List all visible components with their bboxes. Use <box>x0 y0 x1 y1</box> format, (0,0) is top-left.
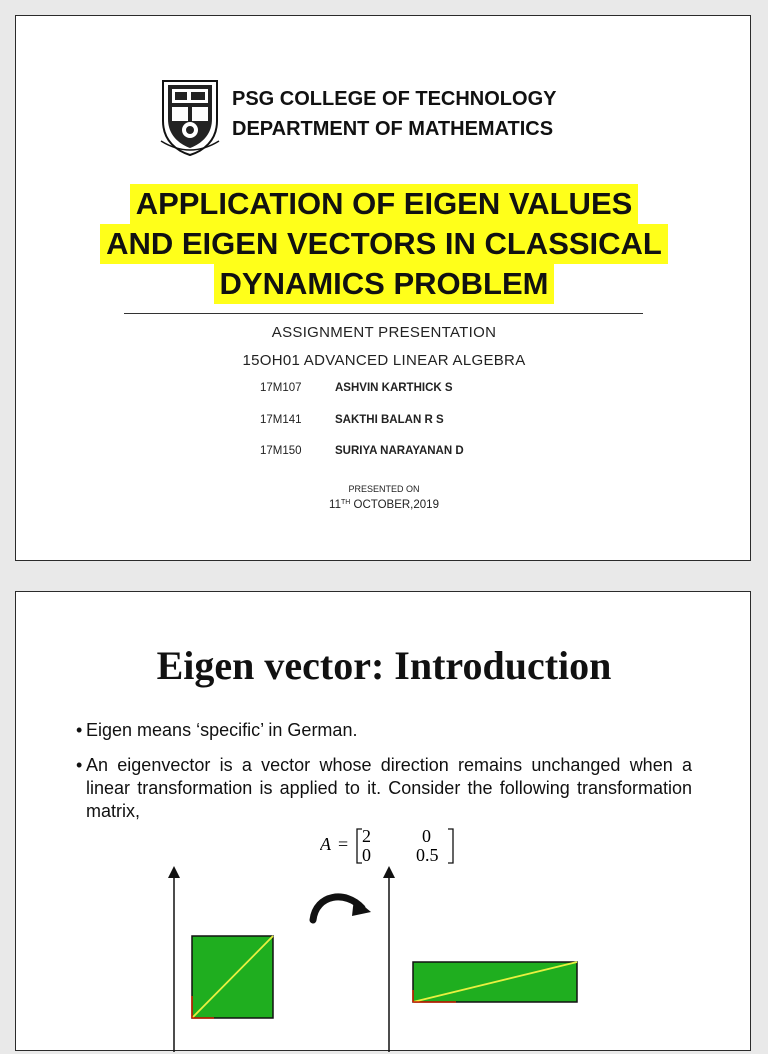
department-name: DEPARTMENT OF MATHEMATICS <box>232 118 554 140</box>
bullet-point <box>76 719 692 742</box>
college-name: PSG COLLEGE OF TECHNOLOGY <box>232 88 557 110</box>
member-name: ASHVIN KARTHICK S <box>335 382 453 394</box>
title-slide <box>15 15 751 561</box>
presentation-date <box>16 499 752 511</box>
bullet-text: Eigen means ‘specific’ in German. <box>86 720 358 740</box>
matrix-cell: 0.5 <box>416 845 439 865</box>
matrix-equals: = <box>338 834 349 854</box>
member-roll: 17M107 <box>260 382 302 394</box>
matrix-cell: 0 <box>362 845 371 865</box>
date-rest: OCTOBER,2019 <box>350 499 439 511</box>
member-roll: 17M150 <box>260 445 302 457</box>
slide-title: Eigen vector: Introduction <box>156 643 612 688</box>
member-roll: 17M141 <box>260 414 302 426</box>
presentation-title <box>16 184 752 304</box>
date-suffix: TH <box>340 499 351 506</box>
college-logo-icon <box>159 79 221 157</box>
title-line-2: AND EIGEN VECTORS IN CLASSICAL <box>100 224 668 264</box>
bullet-point <box>76 754 692 823</box>
title-line-3: DYNAMICS PROBLEM <box>214 264 555 304</box>
matrix-cell: 0 <box>422 826 431 846</box>
presented-on-label: PRESENTED ON <box>348 484 420 494</box>
title-divider <box>124 313 643 314</box>
assignment-subtitle: ASSIGNMENT PRESENTATION <box>271 324 497 341</box>
title-line-1: APPLICATION OF EIGEN VALUES <box>130 184 639 224</box>
team-member <box>260 445 464 457</box>
matrix-cell: 2 <box>362 826 371 846</box>
bullet-dot-icon: • <box>76 720 83 740</box>
date-day: 11 <box>329 499 341 511</box>
member-name: SURIYA NARAYANAN D <box>335 445 464 457</box>
introduction-slide <box>15 591 751 1051</box>
transform-arrow-head-icon <box>352 898 371 916</box>
transformation-figure <box>16 854 752 1054</box>
team-member <box>260 414 444 426</box>
bullet-text: An eigenvector is a vector whose direction remains unchanged when a linear transformation is applied to it. Consider the following transformation matrix, <box>86 755 692 821</box>
course-name: 15OH01 ADVANCED LINEAR ALGEBRA <box>242 352 526 369</box>
member-name: SAKTHI BALAN R S <box>335 414 444 426</box>
bullet-dot-icon: • <box>76 755 83 775</box>
matrix-label: A <box>320 834 331 854</box>
team-member <box>260 382 453 394</box>
college-heading <box>232 84 592 144</box>
